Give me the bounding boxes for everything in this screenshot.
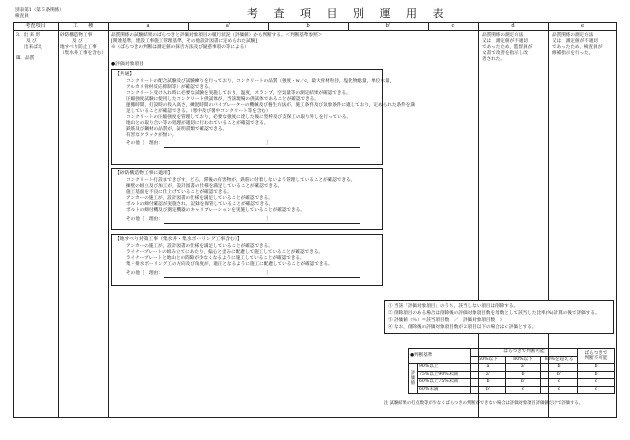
- cell: b: [506, 371, 541, 379]
- col-head-c: c: [451, 23, 455, 29]
- check-item: ボルトの締付機及び測定機器のキャリブレーションを実施していることが確認できる。: [126, 208, 305, 213]
- section-title: 【砂防構造物工事に適用】: [115, 171, 173, 176]
- check-item: ボルトの締付確認が実施され，記録を保管していることが確認できる。: [126, 202, 274, 207]
- section-landslide: [111, 234, 383, 286]
- type-line1: 砂防構造物工事: [60, 33, 93, 38]
- item-line3: 出来ばえ: [24, 45, 43, 50]
- check-item: アルカリ骨材反応抑制等）が確認できる。: [126, 85, 214, 90]
- col-head-a-prime: a': [225, 23, 231, 29]
- type-line3: 地すべり防止工事: [60, 45, 97, 50]
- section-sabo: [111, 168, 383, 230]
- col-head-a: a: [146, 23, 150, 29]
- other-reason: その他［ 理由： ］: [126, 271, 271, 276]
- notes-box: [384, 300, 614, 334]
- section-title: 【共通】: [115, 72, 135, 77]
- check-item: 鉄筋及び鋼材の品質が，証明書類で確認できる。: [126, 127, 228, 132]
- col-d-line: 善された。: [482, 57, 505, 62]
- col-d-line: 品質関係の測定方法: [482, 33, 524, 38]
- type-line2: 及 び: [72, 39, 83, 44]
- cell: a': [506, 364, 541, 372]
- cell: a: [471, 364, 506, 372]
- check-item: 運搬時間，打設時の投入高さ，練混時間のパイプレーターの機械及び養生方法が，施工条件及び気象条件に適しており，定められた条件を満: [126, 103, 415, 108]
- check-item: コンクリート打設まできびす，どろ，滞後の有害物が，鉄筋に付着しないよう管理していることが確認できる。: [126, 178, 356, 183]
- side-label: 評価値: [409, 364, 418, 394]
- sub-item: Ⅲ．品質: [16, 56, 35, 61]
- note-line: ③ 評価値（％）＝該当項目数 ／ 評価対象項目数 ）: [388, 318, 505, 323]
- intro-line1: 品質関係の試験結果のばらつきと評価対象項目の履行状況（評価値）から判断する。＜判断基準参照＞: [111, 33, 323, 38]
- item-line2: 及 び: [26, 39, 37, 44]
- check-item: 有害なクラックが無い。: [126, 133, 177, 138]
- check-item: 圧縮強度試験に使用したコンクリート供試体が，当該現場の供試体であることが確認できる。: [126, 97, 319, 102]
- sheet-label: 別表第1（第５条関係）: [15, 8, 64, 13]
- section-common: [111, 69, 415, 165]
- check-item: ライナープレートと地山との間隙が少なくなるように施工していることが確認できる。: [126, 256, 305, 261]
- cell: c: [578, 379, 615, 387]
- section-title: 【地すべり対策工事（集水井・集水ボーリング工事含む）】: [115, 237, 242, 242]
- reason-underline: [164, 147, 360, 148]
- page-title: 考 査 項 目 別 運 用 表: [247, 7, 450, 20]
- other-reason: その他［ 理由： ］: [126, 141, 271, 146]
- cell: c: [541, 386, 578, 394]
- check-item: ライナープレートの組み立てにあたり，偏心と歪みに配慮して施工していることが確認できる。: [126, 250, 323, 255]
- row-label: 90%以上: [418, 364, 471, 372]
- col-d-line: であったため，監督員が: [482, 45, 533, 50]
- disp-judgment: ばらつきで判断可能: [471, 349, 578, 357]
- col-d-line: 又は 測定値が不適切: [482, 39, 528, 44]
- cell: b': [506, 379, 541, 387]
- note-line: ② 削除項目のある場合は削除後の評価対象項目数を母数として該当した比率(%)計算の後で評価する。: [388, 311, 600, 316]
- check-item: コンクリートの配合試験及び試験練りを行っており，コンクリートの品質（強度・w／c，最大骨材粒径，塩化物総量，単位水量，: [126, 79, 395, 84]
- under80: 80%以下: [506, 356, 541, 364]
- check-item: 擁壁の組立及び加工が，設計図書の仕様を満足していることが確認できる。: [126, 184, 283, 189]
- cell: a': [471, 371, 506, 379]
- col-e-line: 又は 測定値が不適切: [552, 39, 598, 44]
- check-item: アンカーの施工が，設計図書の仕様を満足していることが確認できる。: [126, 244, 273, 249]
- col-head-b-prime: b': [385, 23, 391, 29]
- col-head-d: d: [511, 23, 515, 29]
- col-head-item: 考査項目: [25, 23, 46, 29]
- row-label: 75%以上90%未満: [418, 371, 471, 379]
- col-divider: [108, 22, 109, 418]
- col-e-line: であったため，検査員が: [552, 45, 603, 50]
- cell: b: [578, 364, 615, 372]
- check-item: 地山との取り合い等の処理が適切に行われていることが確認できる。: [126, 121, 269, 126]
- note-line: ① 当該「評価対象項目」のうち，該当しない項目は削除する。: [388, 304, 519, 309]
- cell: b: [578, 371, 615, 379]
- check-item: 足していることが確認できる。（寒中及び暑中コンクリート等を含む）: [126, 109, 271, 114]
- cell: b': [471, 386, 506, 394]
- criteria-header: ●判断基準: [409, 349, 471, 364]
- col-e-line: 品質関係の測定方法: [552, 33, 594, 38]
- inspector-label: 検査員: [15, 14, 29, 19]
- item-line1: 3．出 来 形: [16, 33, 41, 38]
- type-line4: （集水井工事を含む）: [60, 51, 106, 56]
- reason-underline: [164, 277, 360, 278]
- intro-line3: ※（ばらつきの判断は測定値の採否方法及び疑惑事項の等による）: [111, 45, 249, 50]
- disp-not: ばらつきで 判断不可能: [578, 349, 615, 364]
- col-head-e: e: [580, 23, 585, 29]
- col-e-line: 修補指示を行った。: [552, 51, 594, 56]
- cell: c: [541, 379, 578, 387]
- note-line: ④ なお，削除後の評価対象項目数が２項目以下の場合はｃ評価とする。: [388, 325, 537, 330]
- row-label: 60%以上75%未満: [418, 379, 471, 387]
- check-item: 集・排水ボーリング工の方向及び角度が，適正となるように施工に配慮していることが確認できる。: [126, 262, 333, 267]
- check-item: アンカーの施工が，設計図書の仕様を満足していることが確認できる。: [126, 196, 273, 201]
- intro-line2: [関連基準，建設工事施工管理基準，その他設計図書に定められた試験]: [111, 39, 257, 44]
- cell: b: [541, 364, 578, 372]
- header-rule: [13, 30, 617, 31]
- col-head-type: 工 種: [72, 23, 94, 29]
- check-item: 施工基面を不良に仕上げていることが確認できる。: [126, 190, 232, 195]
- under50: 50%以下: [471, 356, 506, 364]
- other-reason: その他［ 理由： ］: [126, 217, 271, 222]
- row-label: 60%未満: [418, 386, 471, 394]
- check-item: コンクリート受け入れ時に必要な試験を実施しており，温度，スランプ，空気量等の測定結果が確認できる。: [126, 91, 351, 96]
- reason-underline: [164, 223, 360, 224]
- col-divider: [58, 22, 59, 418]
- cell: c: [506, 386, 541, 394]
- eval-header: ●評価対象項目: [111, 62, 144, 67]
- cell: b': [541, 371, 578, 379]
- criteria-table: [408, 348, 615, 394]
- over80: 80%を超える: [541, 356, 578, 364]
- col-d-line: 文書で改善を指示し改: [482, 51, 528, 56]
- cell: b: [471, 379, 506, 387]
- check-item: コンクリートの圧縮強度を管理しており，必要な強度に達した後に型枠及び支保工の取り外しを行っている。: [126, 115, 352, 120]
- col-head-b: b: [306, 23, 310, 29]
- criteria-footnote: 注 試験結果の打点数等が少なくばらつきの判断ができない場合は評価対象項目評価値だけで評価する。: [384, 401, 583, 406]
- cell: c: [578, 386, 615, 394]
